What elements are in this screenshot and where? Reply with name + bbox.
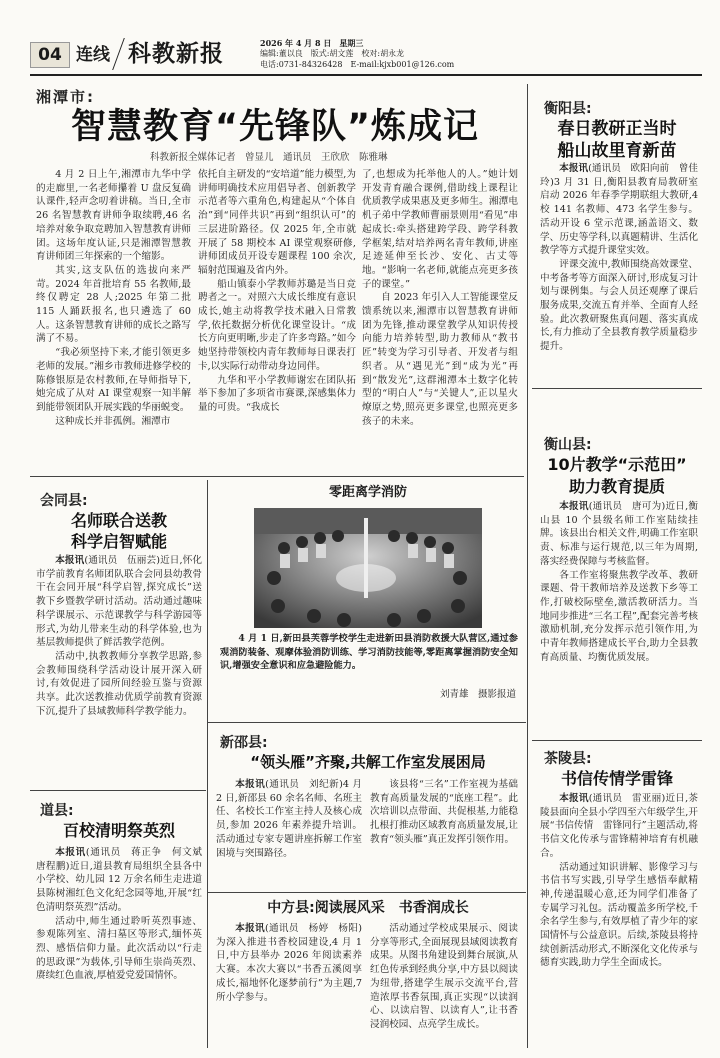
xinshao-col-2: 该县将“三名”工作室视为基础教育高质量发展的“底座工程”。此次培训以点带面、共促根基,力能稳扎根打推动区域教育高质量发展,让教育“领头雁”真正发挥引领作用。 <box>370 779 518 845</box>
lead-col-2: 依托自主研发的“安培道”能力模型,为讲师明确技术应用倡导者、创新教学示范者等六重角色,构建起从“个体自治”到“同伴共识”再到“组织认可”的三层进阶路径。仅 2025 年,全市就开展了 58 期校本 AI 课堂观察研修,讲师团成员开设专题课程 100 余次,辐射范围遍及省内外。 船山镇泰小学教师苏璐是当日竞聘者之一。对照六大成长维度有意识成长,她主动将教学技术融入日常教学,依托数据分析优化课堂设计。“成长方向更明晰,步走了许多弯路。”如今她坚持带领校内青年教师每日课表打卡,以实际行动带动身边同伴。 九华和平小学教师谢宏在团队拓举下参加了多项省市赛课,深感集体力量的可贵。“我成长 <box>198 169 356 413</box>
zhongfang-col-2: 活动通过学校成果展示、阅读分享等形式,全面展现县域阅读教育成果。从图书角建设到舞台展演,从红色传承到经典分享,中方县以阅读为纽带,搭建学生展示交流平台,营造浓厚书香氛围,真正实现“以读润心、以读启智、以读育人”,让书香浸润校园、点亮学生成长。 <box>370 923 518 1030</box>
lead-byline: 科教新报全媒体记者 曾显儿 通讯员 王欣欣 陈雅琳 <box>150 152 388 163</box>
hengshan-title-2: 助力教育提质 <box>568 477 665 496</box>
lead-col-1: 4 月 2 日上午,湘潭市九华中学的走廊里,一名老师攥着 U 盘反复确认课件,轻声念叨着讲稿。当日,全市 26 名智慧教育讲师争取续聘,46 名培养对象争取竞聘加入智慧教育讲师团。这场年度认证,只是湘潭智慧教育讲师团三年探索的一个缩影。 其实,这支队伍的选拔向来严苛。2024 年首批培育 55 名教师,最终仅聘定 28 人;2025 年第二批 115 人踊跃报名,也只遴选了 60 人。这条智慧教育讲师的成长之路写满了不易。 “我必须坚持下来,才能引领更多老师的发展。”湘乡市教师进修学校的陈修银原是农村教师,在导师指导下,她完成了从对 AI 课堂观察一知半解到能带领团队开展实践的华丽蜕变。 这种成长并非孤例。湘潭市 <box>36 169 191 427</box>
column-rule-right <box>527 84 528 1048</box>
daoxian-body: 本报讯(通讯员 蒋正争 何文斌 唐程鹏)近日,道县教育局组织全县各中小学校、幼儿园 12 万余名师生走进道县陈树湘红色文化纪念园等地,开展“红色清明祭英烈”活动。 活动中,师生通过聆听英烈事迹、参观陈列室、清扫墓区等形式,缅怀英烈、感悟信仰力量。此次活动以“行走的思政课”为载体,引导师生崇尚英烈、赓续红色血液,厚植爱党爱国情怀。 <box>36 847 212 982</box>
hengyang-rule <box>532 388 702 389</box>
paper-name: 科教新报 <box>128 41 224 67</box>
xinshao-place: 新邵县: <box>220 735 268 751</box>
hengshan-body: 本报讯(通讯员 唐可为)近日,衡山县 10 个县级名师工作室陆续挂牌。该县出台相关文件,明确工作室职责、标准与运行规范,以三年为周期,落实经费保障与考核监督。 各工作室将聚焦教学改革、教研课题、骨干教师培养及送教下乡等工作,打破校际壁垒,激活教研活力。当地同步推进“三名工程”,配套完善考核激励机制,充分发挥示范引领作用,为中青年教师搭建成长平台,助力全县教育高质量、均衡优质发展。 <box>540 501 698 663</box>
lead-place: 湘潭市: <box>36 88 95 106</box>
photo-frame <box>212 480 524 720</box>
photo-caption: 4 月 1 日,新田县芙蓉学校学生走进新田县消防救援大队营区,通过参观消防装备、观摩体验消防训练、学习消防技能等,零距离掌握消防安全知识,增强安全意识和应急避险能力。 <box>220 633 518 671</box>
hengyang-body: 本报讯(通讯员 欧阳向前 曾佳玲)3 月 31 日,衡阳县教育局教研室启动 2026 年春季学期联组大教研,4 校 141 名教师、473 名学生参与。活动开设 6 堂示范课,涵盖语文、数学、历史等学科,以真题精讲、生活化教学等方式提升课堂实效。 评课交流中,教师围绕高效课堂、中考备考等方面深入研讨,形成复习计划与课例集。与会人员还观摩了课后服务成果,交流五育并举、全面育人经验。此次教研聚焦真问题、落实真成长,有力推动了全县教育教学质量稳步提升。 <box>540 163 699 353</box>
column-rule-left <box>207 480 208 1048</box>
huitong-place: 会同县: <box>40 493 88 509</box>
header-divider <box>112 38 125 70</box>
hengyang-title-1: 春日教研正当时 <box>557 119 677 139</box>
hengyang-place: 衡阳县: <box>544 101 592 117</box>
lead-bottom-rule <box>30 476 524 477</box>
page-number: 04 <box>30 42 70 68</box>
chaling-body: 本报讯(通讯员 雷亚丽)近日,茶陵县面向全县小学四至六年级学生,开展“书信传情 雷锋同行”主题活动,将书信文化传承与雷锋精神培育有机融合。 活动通过知识讲解、影像学习与书信书写实践,引导学生感悟奉献精神,传递温暖心意,还为同学们准备了专属学习礼包。活动覆盖多所学校,千余名学生参与,有效厚植了青少年的家国情怀与公益意识。后续,茶陵县将持续创新活动形式,不断深化文化传承与德育实践,助力学生全面成长。 <box>540 793 698 969</box>
fire-drill-photo <box>254 508 482 628</box>
zhongfang-col-1: 本报讯(通讯员 杨婷 杨阳)为深入推进书香校园建设,4 月 1 日,中方县举办 2026 年阅读素养大赛。本次大赛以“书香五溪阅享成长,福地怀化逐梦前行”为主题,7 所小学参与。 <box>216 923 362 1003</box>
hengshan-rule <box>532 740 702 741</box>
xinshao-col-1: 本报讯(通讯员 刘纪新)4 月 2 日,新邵县 60 余名名师、名班主任、名校长工作室主持人及核心成员,参加 2026 年素养提升培训。活动通过专家专题讲座拆解工作室困境与突围路径。 <box>216 779 362 859</box>
hengshan-place: 衡山县: <box>544 437 592 453</box>
xinshao-headline: “领头雁”齐聚,共解工作室发展困局 <box>250 753 486 771</box>
huitong-title-2: 科学启智赋能 <box>70 532 167 551</box>
xinshao-rule <box>208 892 526 893</box>
photo-credit: 刘青雄 摄影报道 <box>439 689 516 700</box>
lead-col-3: 了,也想成为托举他人的人。”她计划开发青育融合课例,借助线上课程让优质教学成果惠及更多师生。湘潭电机子弟中学教师曹丽景则用“看见”串起成长:牵头搭建跨学段、跨学科教学框架,结对培养两名青年教师,讲座足迹延伸至长沙、安化、古丈等地。“影响一名老师,就能点亮更多孩子的课堂。” 自 2023 年引入人工智能课堂反馈系统以来,湘潭市以智慧教育讲师团为先锋,推动课堂教学从知识传授向能力培养转型,助力教师从“教书匠”转变为学习引导者、开发者与组织者。从“遇见光”到“成为光”再到“散发光”,这群湘潭本土数字化转型的“明白人”与“关键人”,正以星火燎原之势,照亮更多课堂,也照亮更多孩子的未来。 <box>362 169 518 427</box>
chaling-place: 茶陵县: <box>544 751 592 767</box>
contact: 电话:0731-84326428 E-mail:kjxb001@126.com <box>260 60 455 69</box>
section-name: 连线 <box>76 45 110 65</box>
issue-date: 2026 年 4 月 8 日 星期三 <box>260 38 364 48</box>
photo-title: 零距离学消防 <box>328 485 407 500</box>
huitong-body: 本报讯(通讯员 伍丽芸)近日,怀化市学前教育名师团队联合会同县幼教骨干在会同开展“科学启智,探究成长”送教下乡暨教学研讨活动。活动通过趣味科学课展示、示范课教学与科学游园等形式,为幼儿带来生动的科学体验,也为基层教师提供了鲜活教学范例。 活动中,执教教师分享教学思路,参会教师围绕科学活动设计展开深入研讨,有效促进了园所间经验互鉴与资源共享。此次送教推动优质学前教育资源下沉,提升了县域教师科学教学能力。 <box>36 555 202 717</box>
chaling-title: 书信传情学雷锋 <box>560 769 673 788</box>
photo-scene <box>254 508 482 628</box>
photo-rule <box>208 722 526 723</box>
daoxian-place: 道县: <box>40 803 74 819</box>
editors: 编辑:董以良 版式:胡文莲 校对:胡永龙 <box>260 49 405 58</box>
huitong-rule <box>30 790 206 791</box>
huitong-title-1: 名师联合送教 <box>70 511 167 530</box>
masthead <box>30 36 702 74</box>
zhongfang-title: 中方县:阅读展风采 书香润成长 <box>267 900 469 916</box>
header-rule <box>30 74 702 76</box>
hengyang-title-2: 船山故里育新苗 <box>557 141 677 161</box>
lead-headline: 智慧教育“先锋队”炼成记 <box>70 107 479 147</box>
hengshan-title-1: 10片教学“示范田” <box>547 455 687 474</box>
daoxian-title: 百校清明祭英烈 <box>62 821 175 840</box>
